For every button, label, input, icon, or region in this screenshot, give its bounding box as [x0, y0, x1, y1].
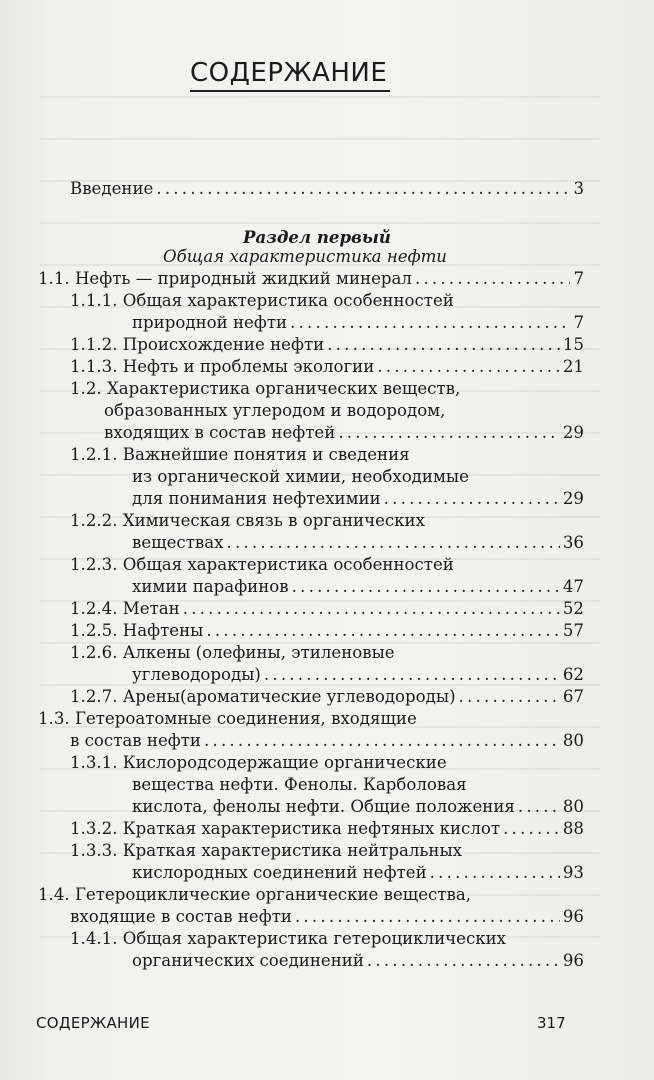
toc-entry[interactable]: 1.3.2. Краткая характеристика нефтяных кислот ..... 88 [70, 818, 584, 840]
toc-entry-line: 1.1.1. Общая характеристика особенностей [70, 291, 454, 310]
leader-dots [338, 422, 560, 444]
leader-dots [290, 312, 570, 334]
leader-dots [415, 268, 570, 290]
toc-entry-line: 1.2.2. Химическая связь в органических [70, 511, 425, 530]
page-number: 317 [537, 1014, 566, 1032]
leader-dots [206, 620, 559, 642]
running-footer-title: СОДЕРЖАНИЕ [36, 1014, 150, 1032]
leader-dots [156, 178, 570, 200]
toc-entry[interactable]: веществах ..... 36 [132, 532, 584, 554]
toc-entry-intro[interactable] [70, 178, 584, 200]
toc-entry-line: 1.4.1. Общая характеристика гетероциклических [70, 929, 507, 948]
toc-entry-line: 1.2.1. Важнейшие понятия и сведения [70, 445, 410, 464]
leader-dots [327, 334, 560, 356]
toc-entry[interactable]: химии парафинов ..... 47 [132, 576, 584, 598]
leader-dots [367, 950, 560, 972]
toc-entry[interactable]: 1.1. Нефть — природный жидкий минерал ..... 7 [38, 268, 584, 290]
toc-entry-line: 1.2.3. Общая характеристика особенностей [70, 555, 454, 574]
toc-entry[interactable]: 1.1.2. Происхождение нефти ..... 15 [70, 334, 584, 356]
toc-entry[interactable]: углеводороды) ..... 62 [132, 664, 584, 686]
toc-entry[interactable]: входящих в состав нефтей ..... 29 [104, 422, 584, 444]
leader-dots [459, 686, 560, 708]
leader-dots [204, 730, 560, 752]
toc-entry-line: 1.4. Гетероциклические органические вещества, [38, 885, 471, 904]
leader-dots [226, 532, 559, 554]
leader-dots [292, 576, 560, 598]
leader-dots [295, 906, 560, 928]
toc-entry[interactable]: для понимания нефтехимии ..... 29 [132, 488, 584, 510]
leader-dots [183, 598, 560, 620]
toc-entry[interactable]: 1.1.3. Нефть и проблемы экологии ..... 21 [70, 356, 584, 378]
toc-entry[interactable]: органических соединений ..... 96 [132, 950, 584, 972]
toc-entry-line: образованных углеродом и водородом, [104, 401, 446, 420]
toc-entry-line: вещества нефти. Фенолы. Карболовая [132, 775, 467, 794]
toc-entry-line: 1.2.6. Алкены (олефины, этиленовые [70, 643, 395, 662]
toc-entry[interactable]: 1.2.4. Метан ..... 52 [70, 598, 584, 620]
toc-entry[interactable]: входящие в состав нефти ..... 96 [70, 906, 584, 928]
page-title: СОДЕРЖАНИЕ [190, 58, 390, 92]
leader-dots [518, 796, 560, 818]
section-heading: Раздел первый [243, 227, 391, 247]
toc-entry-line: из органической химии, необходимые [132, 467, 469, 486]
toc-entry[interactable]: 1.2.7. Арены(ароматические углеводороды) ..... 67 [70, 686, 584, 708]
toc-entry-line: 1.3. Гетероатомные соединения, входящие [38, 709, 417, 728]
toc-entry[interactable]: кислородных соединений нефтей ..... 93 [132, 862, 584, 884]
toc-entry[interactable]: природной нефти ..... 7 [132, 312, 584, 334]
leader-dots [264, 664, 560, 686]
section-subtitle: Общая характеристика нефти [163, 247, 447, 266]
toc-entry-page: 3 [573, 179, 584, 198]
toc-entry[interactable]: кислота, фенолы нефти. Общие положения ..... 80 [132, 796, 584, 818]
toc-entry-label: Введение [70, 179, 154, 198]
toc-entry-line: 1.3.3. Краткая характеристика нейтральных [70, 841, 463, 860]
leader-dots [377, 356, 560, 378]
toc-entry-line: 1.3.1. Кислородсодержащие органические [70, 753, 447, 772]
toc-entry[interactable]: 1.2.5. Нафтены ..... 57 [70, 620, 584, 642]
leader-dots [430, 862, 560, 884]
leader-dots [503, 818, 560, 840]
toc-entry-line: 1.2. Характеристика органических веществ, [70, 379, 461, 398]
toc-entry[interactable]: в состав нефти ..... 80 [70, 730, 584, 752]
leader-dots [384, 488, 560, 510]
